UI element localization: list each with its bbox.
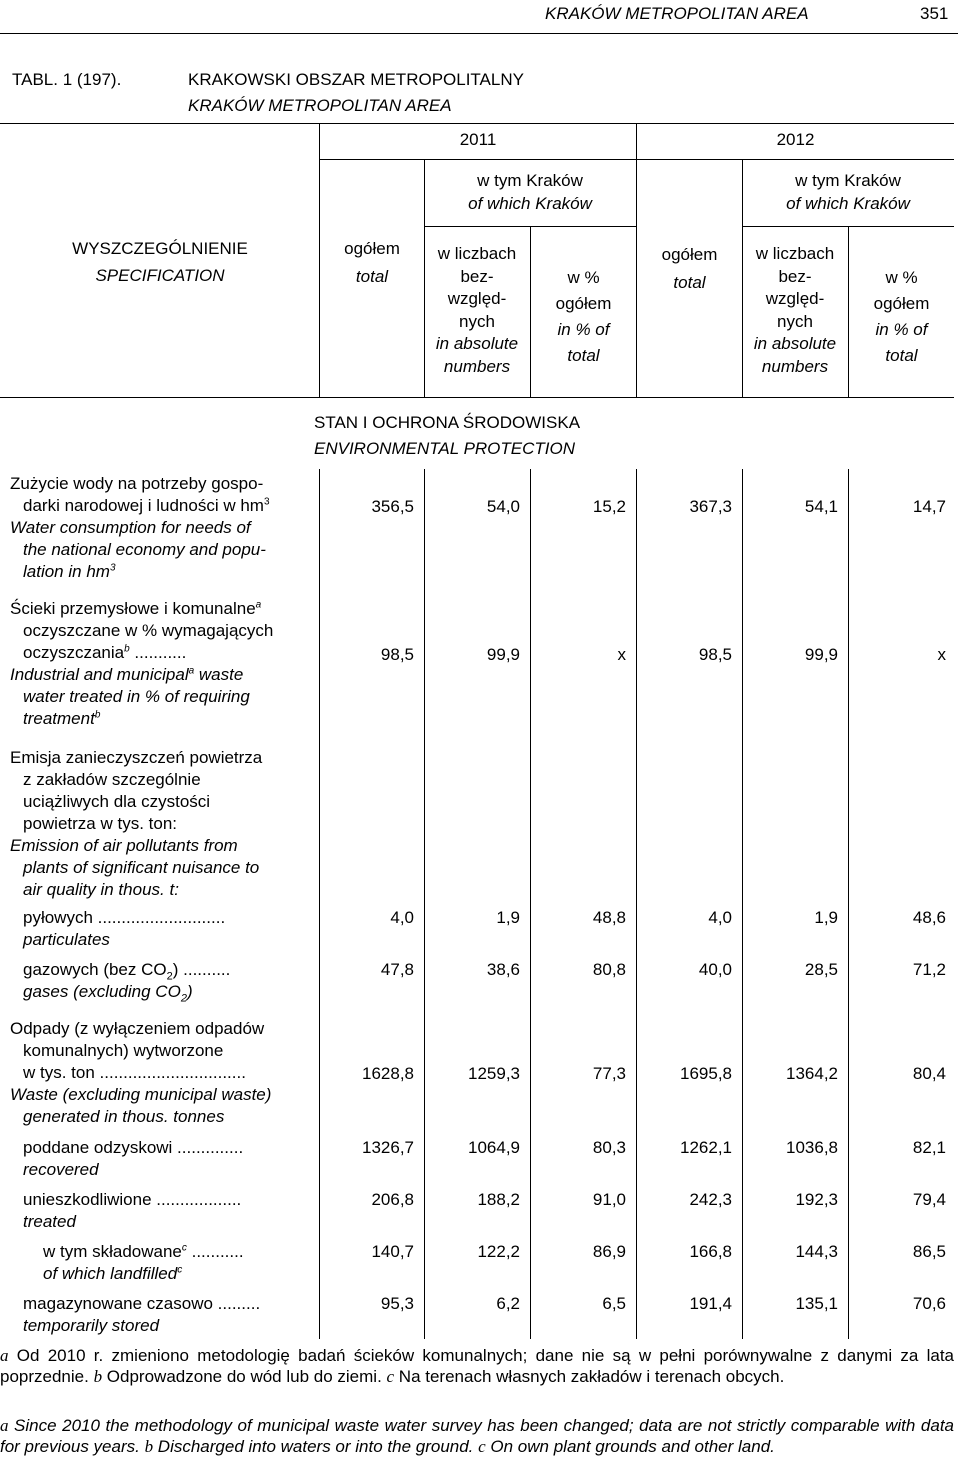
label-particulates: pyłowych ........................... particulates — [23, 908, 226, 949]
table-title-en: KRAKÓW METROPOLITAN AREA — [188, 96, 452, 115]
value-cell: 1259,3 — [468, 1064, 520, 1083]
value-cell: 6,5 — [602, 1294, 626, 1313]
value-cell: 166,8 — [689, 1242, 732, 1261]
value-cell: 1064,9 — [468, 1138, 520, 1157]
value-cell: 48,6 — [912, 908, 946, 927]
value-cell: 47,8 — [380, 960, 414, 979]
value-cell: 188,2 — [477, 1190, 520, 1209]
body-vline-4 — [636, 469, 637, 1339]
absolute-2012: w liczbach bez- względ- nych in absolute numbers — [753, 244, 837, 376]
value-cell: 86,5 — [912, 1242, 946, 1261]
label-recovered: poddane odzyskowi .............. recovered — [23, 1138, 244, 1179]
value-cell: 1364,2 — [786, 1064, 838, 1083]
value-cell: 54,0 — [486, 497, 520, 516]
value-cell: 77,3 — [592, 1064, 626, 1083]
value-cell: 122,2 — [477, 1242, 520, 1261]
label-water: Zużycie wody na potrzeby gospo- darki narodowej i ludności w $hm^3$ Water consumption for needs of the national economy and popu- lation in $hm^3$ — [10, 474, 270, 581]
value-cell: 1,9 — [814, 908, 838, 927]
body-vline-5 — [742, 469, 743, 1339]
value-cell: 80,8 — [592, 960, 626, 979]
value-cell: 140,7 — [371, 1242, 414, 1261]
value-cell: 1262,1 — [680, 1138, 732, 1157]
label-stored: magazynowane czasowo ......... temporarily stored — [23, 1294, 261, 1335]
value-cell: 82,1 — [912, 1138, 946, 1157]
value-cell: 99,9 — [486, 645, 520, 664]
value-cell: 135,1 — [795, 1294, 838, 1313]
value-cell: 98,5 — [698, 645, 732, 664]
table-top-rule — [0, 123, 954, 124]
value-cell: 98,5 — [380, 645, 414, 664]
value-cell: 38,6 — [486, 960, 520, 979]
section-title: STAN I OCHRONA ŚRODOWISKA ENVIRONMENTAL PROTECTION — [314, 413, 581, 458]
value-cell: 91,0 — [592, 1190, 626, 1209]
percent-2012: w % ogółem in % of total — [873, 268, 930, 365]
spec-header: WYSZCZEGÓLNIENIE SPECIFICATION — [72, 239, 248, 285]
value-cell: 206,8 — [371, 1190, 414, 1209]
value-cell: 191,4 — [689, 1294, 732, 1313]
label-treated: unieszkodliwione .................. treated — [23, 1190, 242, 1231]
year-2012: 2012 — [776, 130, 815, 149]
value-cell: 144,3 — [795, 1242, 838, 1261]
label-sewage: Ścieki przemysłowe i komunalne$^a$ oczyszczane w % wymagających oczyszczania$^b$ ........... Industrial and municipal$^a$ waste water treated in % of requiring treatment$^b$ — [10, 599, 274, 728]
body-vline-2 — [424, 469, 425, 1339]
value-cell: 356,5 — [371, 497, 414, 516]
value-cell: 1695,8 — [680, 1064, 732, 1083]
of-which-2012: w tym Kraków of which Kraków — [786, 171, 910, 213]
value-cell: 80,4 — [912, 1064, 946, 1083]
value-cell: 14,7 — [912, 497, 946, 516]
value-cell: 80,3 — [592, 1138, 626, 1157]
label-air: Emisja zanieczyszczeń powietrza z zakładów szczególnie uciążliwych dla czystości powietrza w tys. ton: Emission of air pollutants from plants of significant nuisance to air quality in thous. t: — [10, 748, 263, 899]
value-cell: 367,3 — [689, 497, 732, 516]
value-cell: 40,0 — [698, 960, 732, 979]
table-number: TABL. 1 (197). — [12, 70, 122, 89]
value-cell: 4,0 — [390, 908, 414, 927]
year-rule — [320, 159, 954, 160]
footnotes-pl: a Od 2010 r. zmieniono metodologię badań ścieków komunalnych; dane nie są w pełni porównywalne z danymi za lata poprzednie. b Odprowadzone do wód lub do ziemi. c Na terenach własnych zakładów i terenach obcych. — [0, 1346, 954, 1386]
value-cell: 1,9 — [496, 908, 520, 927]
total-2012: ogółem total — [661, 245, 718, 292]
value-cell: 28,5 — [804, 960, 838, 979]
value-cell: 242,3 — [689, 1190, 732, 1209]
label-gases: gazowych (bez $CO_2$) .......... gases (excluding $CO_2$) — [23, 960, 231, 1005]
header-bottom-rule — [0, 397, 954, 398]
value-cell: 71,2 — [912, 960, 946, 979]
value-cell: 1036,8 — [786, 1138, 838, 1157]
value-cell: 6,2 — [496, 1294, 520, 1313]
value-cell: 99,9 — [804, 645, 838, 664]
body-vline-6 — [848, 469, 849, 1339]
value-cell: 79,4 — [912, 1190, 946, 1209]
total-2011: ogółem total — [344, 239, 400, 286]
percent-2011: w % ogółem in % of total — [555, 268, 612, 365]
footnotes-en: a Since 2010 the methodology of municipal waste water survey has been changed; data are not strictly comparable with data for previous years. b Discharged into waters or into the ground. c On own plant grounds and other land. — [0, 1416, 954, 1456]
value-cell: 70,6 — [912, 1294, 946, 1313]
value-cell: 192,3 — [795, 1190, 838, 1209]
value-cell: 48,8 — [592, 908, 626, 927]
value-cell: 15,2 — [592, 497, 626, 516]
value-cell: x — [617, 645, 626, 664]
value-cell: 1326,7 — [362, 1138, 414, 1157]
of-which-2011: w tym Kraków of which Kraków — [468, 171, 592, 213]
label-waste: Odpady (z wyłączeniem odpadów komunalnych) wytworzone w tys. ton ............................... Waste (excluding municipal waste) generated in thous. tonnes — [10, 1019, 272, 1126]
year-2011: 2011 — [459, 130, 497, 149]
page-number: 351 — [920, 4, 949, 23]
label-landfilled: w tym składowane$^c$ ........... of which landfilled$^c$ — [43, 1242, 244, 1283]
value-cell: 95,3 — [380, 1294, 414, 1313]
absolute-2011: w liczbach bez- względ- nych in absolute numbers — [435, 244, 519, 376]
body-vline-3 — [530, 469, 531, 1339]
running-header-title: KRAKÓW METROPOLITAN AREA — [545, 4, 809, 23]
header-rule — [0, 33, 958, 34]
table-title-pl: KRAKOWSKI OBSZAR METROPOLITALNY — [188, 70, 524, 89]
value-cell: 1628,8 — [362, 1064, 414, 1083]
value-cell: 4,0 — [708, 908, 732, 927]
value-cell: 54,1 — [804, 497, 838, 516]
value-cell: x — [937, 645, 946, 664]
value-cell: 86,9 — [592, 1242, 626, 1261]
